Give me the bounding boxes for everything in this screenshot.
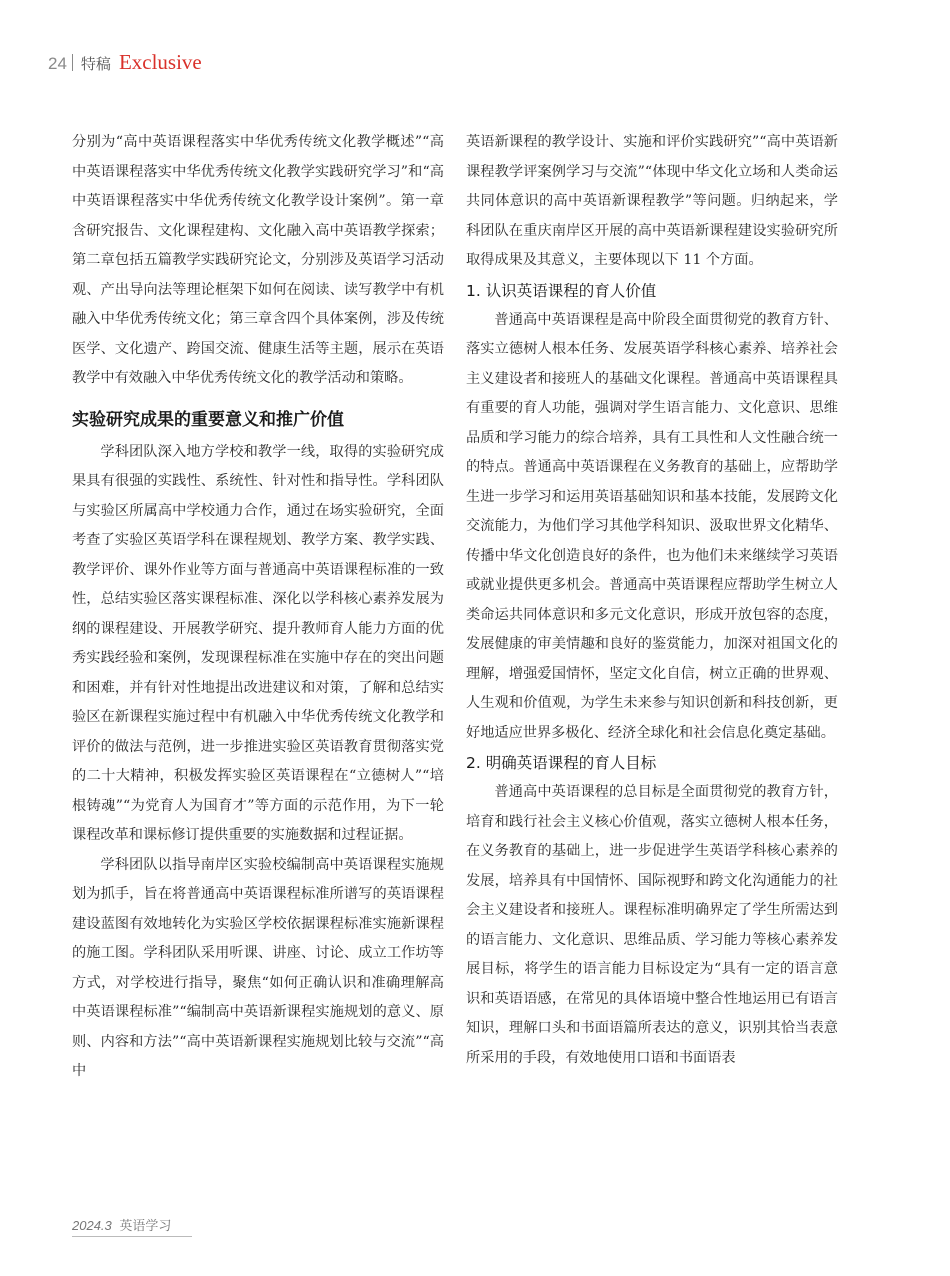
paragraph: 普通高中英语课程的总目标是全面贯彻党的教育方针，培育和践行社会主义核心价值观，落实立德树人根本任务，在义务教育的基础上，进一步促进学生英语学科核心素养的发展，培养具有中国情怀、国际视野和跨文化沟通能力的社会主义建设者和接班人。课程标准明确界定了学生所需达到的语言能力、文化意识、思维品质、学习能力等核心素养发展目标，将学生的语言能力目标设定为“具有一定的语言意识和英语语感，在常见的具体语境中整合性地运用已有语言知识，理解口头和书面语篇所表达的意义，识别其恰当表意所采用的手段，有效地使用口语和书面语表 [466,784,838,1066]
paragraph: 学科团队以指导南岸区实验校编制高中英语课程实施规划为抓手，旨在将普通高中英语课程标准所谱写的英语课程建设蓝图有效地转化为实验区学校依据课程标准实施新课程的施工图。学科团队采用听课、讲座、讨论、成立工作坊等方式，对学校进行指导，聚焦“如何正确认识和准确理解高中英语课程标准”“编制高中英语新课程实施规划的意义、原则、内容和方法”“高中英语新课程实施规划比较与交流”“高中 [72,856,444,1079]
issue-date: 2024.3 [72,1218,112,1233]
paragraph: 分别为“高中英语课程落实中华优秀传统文化教学概述”“高中英语课程落实中华优秀传统文化教学实践研究学习”和“高中英语课程落实中华优秀传统文化教学设计案例”。第一章含研究报告、文化课程建构、文化融入高中英语教学探索；第二章包括五篇教学实践研究论文，分别涉及英语学习活动观、产出导向法等理论框架下如何在阅读、读写教学中有机融入中华优秀传统文化；第三章含四个具体案例，涉及传统医学、文化遗产、跨国交流、健康生活等主题，展示在英语教学中有效融入中华优秀传统文化的教学活动和策略。 [72,134,444,386]
left-column [72,128,444,1087]
subsection-heading: 2. 明确英语课程的育人目标 [466,754,657,772]
right-column [466,128,838,1073]
paragraph: 普通高中英语课程是高中阶段全面贯彻党的教育方针、落实立德树人根本任务、发展英语学科核心素养、培养社会主义建设者和接班人的基础文化课程。普通高中英语课程具有重要的育人功能，强调对学生语言能力、文化意识、思维品质和学习能力的综合培养，具有工具性和人文性融合统一的特点。普通高中英语课程在义务教育的基础上，应帮助学生进一步学习和运用英语基础知识和基本技能，发展跨文化交流能力，为他们学习其他学科知识、汲取世界文化精华、传播中华文化创造良好的条件，也为他们未来继续学习英语或就业提供更多机会。普通高中英语课程应帮助学生树立人类命运共同体意识和多元文化意识，形成开放包容的态度，发展健康的审美情趣和良好的鉴赏能力，加深对祖国文化的理解，增强爱国情怀，坚定文化自信，树立正确的世界观、人生观和价值观，为学生未来参与知识创新和科技创新，更好地适应世界多极化、经济全球化和社会信息化奠定基础。 [466,311,838,741]
page-header [48,50,202,75]
page-footer [72,1215,192,1237]
subsection-heading: 1. 认识英语课程的育人价值 [466,281,657,300]
section-heading: 实验研究成果的重要意义和推广价值 [72,409,344,430]
section-label: 特稿 [80,56,111,73]
journal-name: 英语学习 [119,1218,172,1233]
page-number: 24 [48,54,67,73]
paragraph: 英语新课程的教学设计、实施和评价实践研究”“高中英语新课程教学评案例学习与交流”“体现中华文化立场和人类命运共同体意识的高中英语新课程教学”等问题。归纳起来，学科团队在重庆南岸区开展的高中英语新课程建设实验研究所取得成果及其意义，主要体现以下 11 个方面。 [466,134,838,268]
section-tag: Exclusive [118,50,202,74]
header-divider [72,54,73,71]
paragraph: 学科团队深入地方学校和教学一线，取得的实验研究成果具有很强的实践性、系统性、针对性和指导性。学科团队与实验区所属高中学校通力合作，通过在场实验研究，全面考查了实验区英语学科在课程规划、教学方案、教学实践、教学评价、课外作业等方面与普通高中英语课程标准的一致性，总结实验区落实课程标准、深化以学科核心素养发展为纲的课程建设、开展教学研究、提升教师育人能力方面的优秀实践经验和案例，发现课程标准在实施中存在的突出问题和困难，并有针对性地提出改进建议和对策，了解和总结实验区在新课程实施过程中有机融入中华优秀传统文化教学和评价的做法与范例，进一步推进实验区英语教育贯彻落实党的二十大精神，积极发挥实验区英语课程在“立德树人”“培根铸魂”“为党育人为国育才”等方面的示范作用，为下一轮课程改革和课标修订提供重要的实施数据和过程证据。 [72,443,444,843]
